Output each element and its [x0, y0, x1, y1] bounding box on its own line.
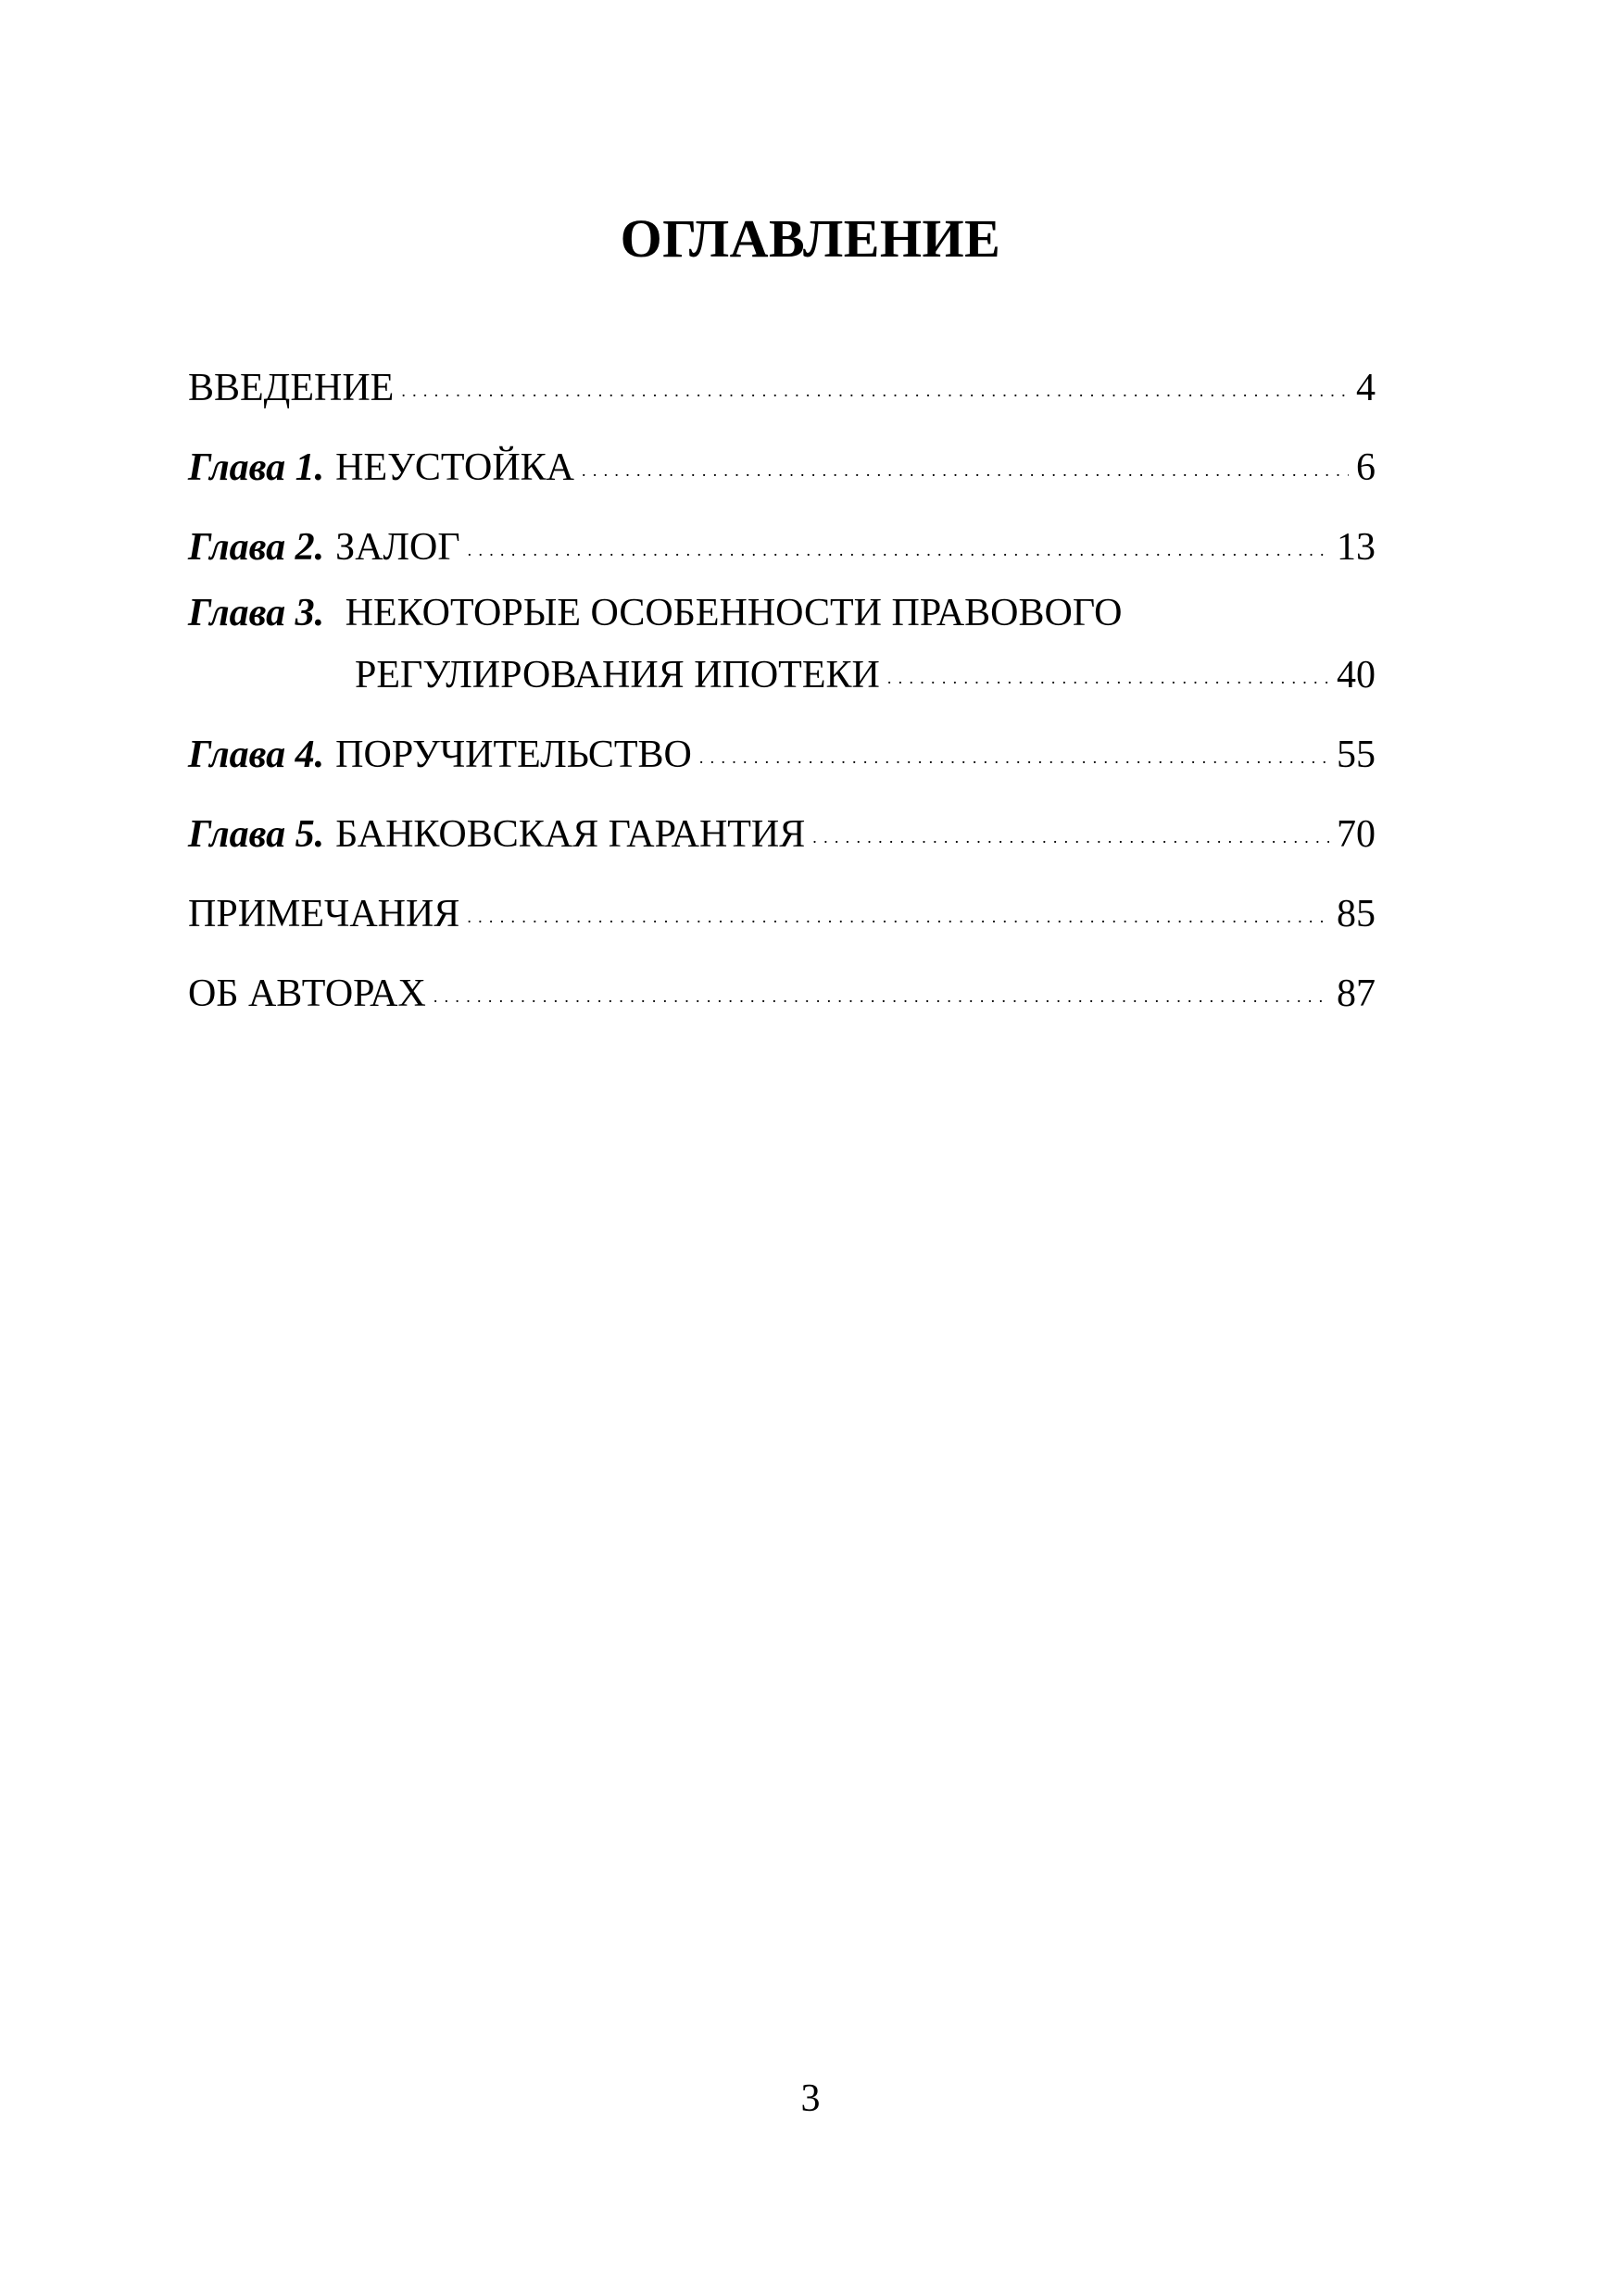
page-title: ОГЛАВЛЕНИЕ: [620, 208, 1001, 269]
toc-entry-title: ОБ АВТОРАХ: [188, 972, 426, 1015]
toc-entry-chapter-4[interactable]: [188, 719, 1376, 776]
toc-entry-chapter-3-continued[interactable]: [188, 639, 1376, 696]
toc-entry-page: 13: [1337, 526, 1376, 569]
toc-entry-title: ПРИМЕЧАНИЯ: [188, 893, 460, 935]
dot-leader: [434, 958, 1329, 1006]
toc-entry-title-line-2: РЕГУЛИРОВАНИЯ ИПОТЕКИ: [355, 654, 880, 696]
toc-entry-notes[interactable]: [188, 878, 1376, 935]
dot-leader: [401, 352, 1349, 400]
toc-entry-about-authors[interactable]: [188, 958, 1376, 1015]
toc-entry-page: 40: [1337, 654, 1376, 696]
toc-entry-chapter-1[interactable]: [188, 432, 1376, 489]
toc-entry-chapter: Глава 5.: [188, 813, 325, 856]
toc-entry-chapter: Глава 3.: [188, 592, 325, 634]
dot-leader: [468, 511, 1329, 559]
toc-entry-chapter: Глава 4.: [188, 734, 325, 776]
page-number: 3: [800, 2077, 821, 2120]
toc-entry-title: ВВЕДЕНИЕ: [188, 367, 395, 409]
toc-entry-title: ЗАЛОГ: [335, 526, 460, 569]
toc-entry-chapter: Глава 2.: [188, 526, 325, 569]
toc-entry-page: 70: [1337, 813, 1376, 856]
toc-entry-title: ПОРУЧИТЕЛЬСТВО: [335, 734, 692, 776]
toc-entry-page: 85: [1337, 893, 1376, 935]
dot-leader: [699, 719, 1329, 767]
toc-entry-title: НЕУСТОЙКА: [335, 446, 575, 489]
toc-entry-page: 55: [1337, 734, 1376, 776]
toc-entry-chapter-3[interactable]: [188, 589, 1376, 637]
toc-entry-page: 4: [1356, 367, 1376, 409]
dot-leader: [812, 798, 1329, 847]
toc-entry-chapter-5[interactable]: [188, 798, 1376, 856]
dot-leader: [467, 878, 1329, 926]
toc-entry-introduction[interactable]: [188, 352, 1376, 409]
dot-leader: [887, 639, 1329, 687]
toc-entry-page: 6: [1356, 446, 1376, 489]
toc-entry-title-line-1: НЕКОТОРЫЕ ОСОБЕННОСТИ ПРАВОВОГО: [345, 592, 1123, 634]
toc-entry-page: 87: [1337, 972, 1376, 1015]
dot-leader: [582, 432, 1349, 480]
toc-entry-chapter-2[interactable]: [188, 511, 1376, 569]
toc-entry-title: БАНКОВСКАЯ ГАРАНТИЯ: [335, 813, 806, 856]
toc-entry-chapter: Глава 1.: [188, 446, 325, 489]
